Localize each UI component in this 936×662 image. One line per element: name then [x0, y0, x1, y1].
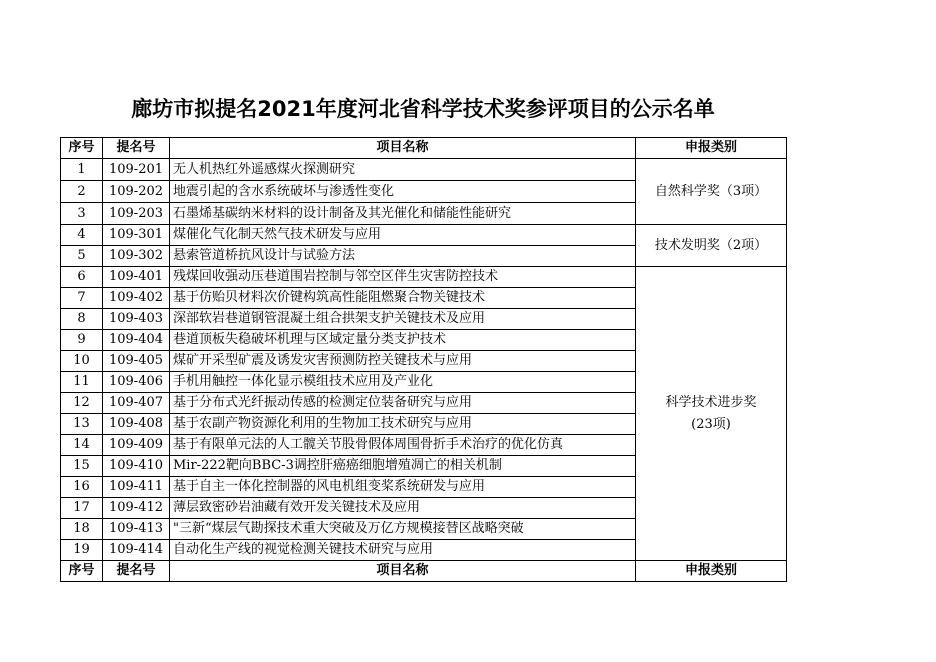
award-category	[636, 225, 787, 267]
nomination-id: 109-409	[103, 435, 170, 456]
row-number: 8	[61, 309, 103, 330]
nomination-id: 109-407	[103, 393, 170, 414]
table-row	[61, 225, 787, 246]
project-name: 手机用触控一体化显示模组技术应用及产业化	[170, 372, 636, 393]
row-number: 12	[61, 393, 103, 414]
header-name: 项目名称	[170, 138, 636, 159]
nomination-id: 109-406	[103, 372, 170, 393]
project-name: 基于农副产物资源化利用的生物加工技术研究与应用	[170, 414, 636, 435]
table-footer-header-row	[61, 561, 787, 582]
project-name: 基于自主一体化控制器的风电机组变桨系统研发与应用	[170, 477, 636, 498]
document-title: 廊坊市拟提名2021年度河北省科学技术奖参评项目的公示名单	[131, 97, 715, 121]
nomination-id: 109-414	[103, 540, 170, 561]
header-category: 申报类别	[636, 138, 787, 159]
nomination-id: 109-410	[103, 456, 170, 477]
row-number: 4	[61, 225, 103, 246]
nomination-id: 109-203	[103, 203, 170, 225]
row-number: 15	[61, 456, 103, 477]
row-number: 3	[61, 203, 103, 225]
project-list-table	[60, 137, 787, 582]
nomination-id: 109-403	[103, 309, 170, 330]
project-name: 残煤回收强动压巷道围岩控制与邻空区伴生灾害防控技术	[170, 267, 636, 288]
row-number: 14	[61, 435, 103, 456]
project-name: 地震引起的含水系统破坏与渗透性变化	[170, 181, 636, 203]
row-number: 7	[61, 288, 103, 309]
nomination-id: 109-413	[103, 519, 170, 540]
project-name: 巷道顶板失稳破坏机理与区域定量分类支护技术	[170, 330, 636, 351]
project-name: 基于分布式光纤振动传感的检测定位装备研究与应用	[170, 393, 636, 414]
award-category-count: (23项)	[691, 416, 731, 432]
project-name: 煤催化气化制天然气技术研发与应用	[170, 225, 636, 246]
nomination-id: 109-411	[103, 477, 170, 498]
project-name: 无人机热红外遥感煤火探测研究	[170, 159, 636, 181]
nomination-id: 109-401	[103, 267, 170, 288]
award-category-label: 自然科学奖（3项）	[654, 183, 768, 199]
footer-header-no: 序号	[61, 561, 103, 582]
row-number: 9	[61, 330, 103, 351]
project-name: "三新“煤层气勘探技术重大突破及万亿方规模接替区战略突破	[170, 519, 636, 540]
award-category-label: 技术发明奖（2项）	[654, 237, 768, 253]
row-number: 17	[61, 498, 103, 519]
nomination-id: 109-202	[103, 181, 170, 203]
project-name: 薄层致密砂岩油藏有效开发关键技术及应用	[170, 498, 636, 519]
footer-header-id: 提名号	[103, 561, 170, 582]
project-name: 深部软岩巷道钢管混凝土组合拱架支护关键技术及应用	[170, 309, 636, 330]
row-number: 2	[61, 181, 103, 203]
project-name: 基于有限单元法的人工髋关节股骨假体周围骨折手术治疗的优化仿真	[170, 435, 636, 456]
row-number: 13	[61, 414, 103, 435]
nomination-id: 109-201	[103, 159, 170, 181]
header-id: 提名号	[103, 138, 170, 159]
award-category	[636, 267, 787, 561]
row-number: 16	[61, 477, 103, 498]
table-row	[61, 267, 787, 288]
nomination-id: 109-402	[103, 288, 170, 309]
footer-header-name: 项目名称	[170, 561, 636, 582]
nomination-id: 109-408	[103, 414, 170, 435]
nomination-id: 109-301	[103, 225, 170, 246]
header-no: 序号	[61, 138, 103, 159]
row-number: 6	[61, 267, 103, 288]
row-number: 10	[61, 351, 103, 372]
nomination-id: 109-302	[103, 246, 170, 267]
project-name: 基于仿贻贝材料次价键构筑高性能阻燃聚合物关键技术	[170, 288, 636, 309]
award-category	[636, 159, 787, 225]
project-name: 石墨烯基碳纳米材料的设计制备及其光催化和储能性能研究	[170, 203, 636, 225]
row-number: 11	[61, 372, 103, 393]
award-category-label: 科学技术进步奖	[665, 394, 757, 410]
table-header-row	[61, 138, 787, 159]
project-name: Mir-222靶向BBC-3调控肝癌癌细胞增殖凋亡的相关机制	[170, 456, 636, 477]
nomination-id: 109-404	[103, 330, 170, 351]
row-number: 5	[61, 246, 103, 267]
footer-header-category: 申报类别	[636, 561, 787, 582]
table-row	[61, 159, 787, 181]
project-name: 自动化生产线的视觉检测关键技术研究与应用	[170, 540, 636, 561]
row-number: 19	[61, 540, 103, 561]
nomination-id: 109-412	[103, 498, 170, 519]
row-number: 18	[61, 519, 103, 540]
project-name: 悬索管道桥抗风设计与试验方法	[170, 246, 636, 267]
row-number: 1	[61, 159, 103, 181]
nomination-id: 109-405	[103, 351, 170, 372]
project-name: 煤矿开采型矿震及诱发灾害预测防控关键技术与应用	[170, 351, 636, 372]
